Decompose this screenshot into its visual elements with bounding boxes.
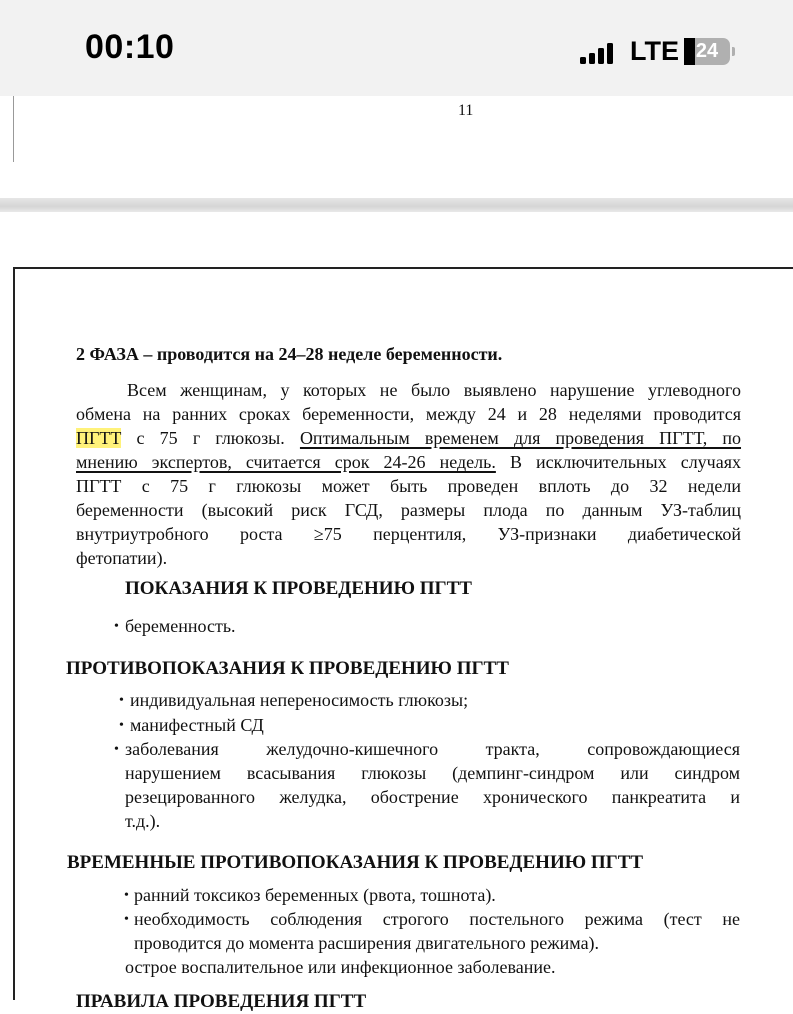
battery-tip [732,47,735,56]
underlined-text: Оптимальным временем для проведения ПГТТ, по [299,428,742,448]
page-frame-top [13,267,793,269]
phase-title: 2 ФАЗА – проводится на 24–28 неделе беременности. [76,344,503,364]
bullet-icon: • [124,888,129,903]
list-item: необходимость соблюдения строгого постельного режима (тест не [134,909,740,929]
status-time: 00:10 [85,28,175,66]
paragraph-line [76,450,741,474]
paragraph-line: ПГТТ с 75 г глюкозы может быть проведен вплоть до 32 недели [76,476,741,496]
bullet-icon: • [114,619,119,634]
highlighted-term: ПГТТ [76,428,122,448]
paragraph-line: внутриутробного роста ≥75 перцентиля, УЗ-признаки диабетической [76,524,741,544]
page-frame-left [13,267,15,1000]
list-item: заболевания желудочно-кишечного тракта, сопровождающиеся [125,739,740,759]
network-type: LTE [630,36,679,66]
bullet-icon: • [119,718,124,733]
contraindications-heading: ПРОТИВОПОКАЗАНИЯ К ПРОВЕДЕНИЮ ПГТТ [66,658,509,679]
paragraph-text: В исключительных случаях [495,452,742,472]
page-border-line [13,96,14,162]
previous-page [0,96,793,198]
bullet-icon: • [124,912,129,927]
bullet-icon: • [119,693,124,708]
paragraph-text: с 75 г глюкозы. [121,428,300,448]
list-item: ранний токсикоз беременных (рвота, тошнота). [134,885,496,905]
document-page[interactable] [0,212,793,1012]
list-item-continuation: т.д.). [125,811,161,831]
list-item: беременность. [125,616,236,636]
status-bar [0,0,793,96]
paragraph-line: обмена на ранних сроках беременности, между 24 и 28 неделями проводится [76,404,741,424]
bullet-icon: • [114,742,119,757]
paragraph-line: Всем женщинам, у которых не было выявлено нарушение углеводного [127,380,741,400]
cellular-signal-icon [580,42,620,64]
underlined-text: мнению экспертов, считается срок 24-26 недель. [76,452,496,472]
indications-heading: ПОКАЗАНИЯ К ПРОВЕДЕНИЮ ПГТТ [125,578,472,599]
list-item-continuation: нарушением всасывания глюкозы (демпинг-синдром или синдром [125,763,740,783]
list-item: индивидуальная непереносимость глюкозы; [130,690,469,710]
paragraph-line: беременности (высокий риск ГСД, размеры плода по данным УЗ-таблиц [76,500,741,520]
page-separator [0,198,793,212]
list-item-continuation: резецированного желудка, обострение хронического панкреатита и [125,787,740,807]
list-item: острое воспалительное или инфекционное заболевание. [125,957,556,977]
battery-icon [684,38,730,65]
page-number: 11 [458,102,474,119]
list-item-continuation: проводится до момента расширения двигательного режима). [134,933,600,953]
list-item: манифестный СД [130,715,264,735]
battery-level: 24 [695,40,719,62]
next-section-heading: ПРАВИЛА ПРОВЕДЕНИЯ ПГТТ [76,991,367,1012]
temporary-contraindications-heading: ВРЕМЕННЫЕ ПРОТИВОПОКАЗАНИЯ К ПРОВЕДЕНИЮ ПГТТ [67,852,644,873]
paragraph-line: фетопатии). [76,548,168,568]
paragraph-line [76,426,741,450]
